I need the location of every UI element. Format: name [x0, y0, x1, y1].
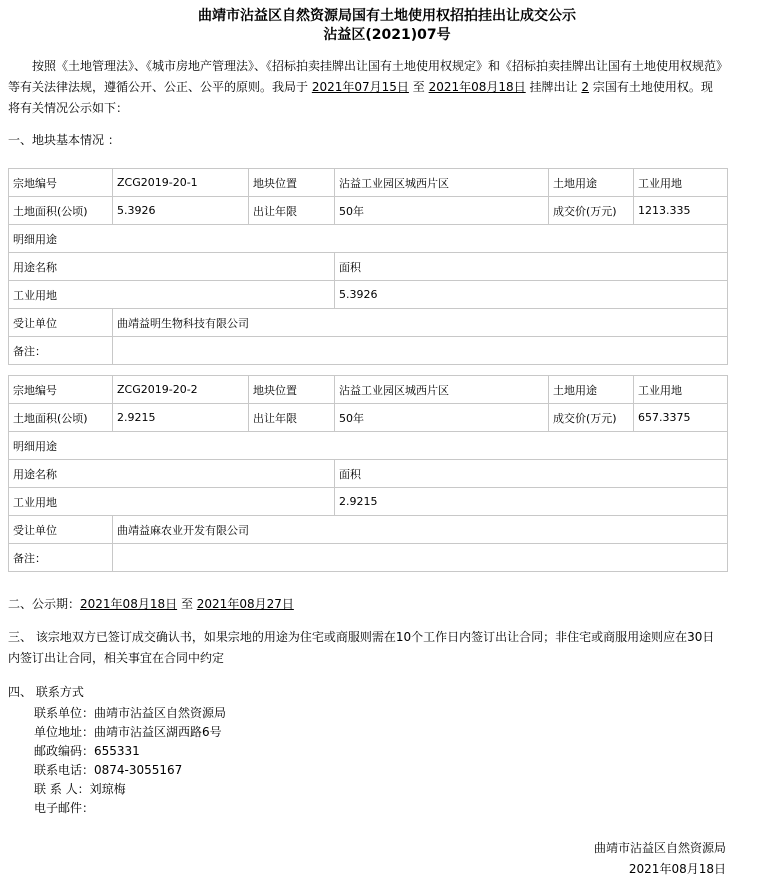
price-value: 657.3375 [634, 404, 728, 432]
listing-start-date: 2021年07月15日 [311, 80, 409, 94]
publicity-to: 至 [180, 597, 193, 611]
parcel-table-2 [8, 375, 728, 572]
label-price: 成交价(万元) [549, 197, 634, 225]
label-detail-usage: 明细用途 [9, 432, 728, 460]
contact-email: 电子邮件： [34, 801, 95, 815]
detail-area-value: 2.9215 [335, 488, 728, 516]
listing-end-date: 2021年08月18日 [428, 80, 526, 94]
detail-area-value: 5.3926 [335, 281, 728, 309]
section-1-title: 一、地块基本情况 ： [8, 133, 120, 147]
parcel-table-1 [8, 168, 728, 365]
table-row [9, 169, 728, 197]
usage-value: 工业用地 [634, 169, 728, 197]
table-row [9, 432, 728, 460]
table-row [9, 337, 728, 365]
label-price: 成交价(万元) [549, 404, 634, 432]
section-2-publicity-period [8, 594, 723, 615]
signature-date: 2021年08月18日 [628, 862, 726, 876]
label-remark: 备注： [9, 544, 113, 572]
table-row [9, 225, 728, 253]
parcel-count: 2 [581, 80, 590, 94]
area-value: 2.9215 [113, 404, 249, 432]
label-usage-name: 用途名称 [9, 460, 335, 488]
price-value: 1213.335 [634, 197, 728, 225]
contact-person: 联 系 人：刘琼梅 [34, 782, 126, 796]
table-row [9, 197, 728, 225]
label-area-short: 面积 [335, 253, 728, 281]
publicity-start-date: 2021年08月18日 [80, 597, 178, 611]
detail-name-value: 工业用地 [9, 281, 335, 309]
label-term: 出让年限 [249, 197, 335, 225]
contact-phone: 联系电话：0874-3055167 [34, 763, 183, 777]
section-4-title: 四、 联系方式 [8, 685, 84, 699]
label-parcel-no: 宗地编号 [9, 169, 113, 197]
transferee-value: 曲靖益明生物科技有限公司 [113, 309, 728, 337]
location-value: 沾益工业园区城西片区 [335, 169, 549, 197]
parcel-no-value: ZCG2019-20-1 [113, 169, 249, 197]
label-transferee: 受让单位 [9, 516, 113, 544]
location-value: 沾益工业园区城西片区 [335, 376, 549, 404]
parcel-no-value: ZCG2019-20-2 [113, 376, 249, 404]
detail-name-value: 工业用地 [9, 488, 335, 516]
label-usage: 土地用途 [549, 376, 634, 404]
label-remark: 备注： [9, 337, 113, 365]
signature-block [594, 838, 726, 880]
label-detail-usage: 明细用途 [9, 225, 728, 253]
section-3-contract-note: 三、 该宗地双方已签订成交确认书，如果宗地的用途为住宅或商服则需在10个工作日内签订出让合同；非住宅或商服用途则应在30日内签订出让合同，相关事宜在合同中约定 [8, 630, 715, 665]
term-value: 50年 [335, 197, 549, 225]
label-usage-name: 用途名称 [9, 253, 335, 281]
table-row [9, 544, 728, 572]
label-usage: 土地用途 [549, 169, 634, 197]
table-row [9, 309, 728, 337]
intro-to: 至 [412, 80, 425, 94]
label-area-short: 面积 [335, 460, 728, 488]
table-row [9, 516, 728, 544]
document-number: 沾益区(2021)07号 [323, 27, 451, 43]
label-area: 土地面积(公顷) [9, 197, 113, 225]
contact-unit: 联系单位：曲靖市沾益区自然资源局 [34, 706, 227, 720]
remark-value [113, 337, 728, 365]
label-transferee: 受让单位 [9, 309, 113, 337]
label-parcel-no: 宗地编号 [9, 376, 113, 404]
label-location: 地块位置 [249, 376, 335, 404]
usage-value: 工业用地 [634, 376, 728, 404]
term-value: 50年 [335, 404, 549, 432]
contact-postcode: 邮政编码：655331 [34, 744, 140, 758]
table-row [9, 488, 728, 516]
table-row [9, 281, 728, 309]
publicity-label: 二、公示期： [8, 597, 81, 611]
table-row [9, 253, 728, 281]
transferee-value: 曲靖益麻农业开发有限公司 [113, 516, 728, 544]
intro-text-2: 挂牌出让 [529, 80, 578, 94]
label-area: 土地面积(公顷) [9, 404, 113, 432]
contact-block [34, 704, 226, 818]
table-row [9, 460, 728, 488]
contact-address: 单位地址：曲靖市沾益区湖西路6号 [34, 725, 222, 739]
intro-text-1: 按照《土地管理法》、《城市房地产管理法》、《招标拍卖挂牌出让国有土地使用权规定》和《招标拍卖挂牌出让国有土地使用权规范》等有关法律法规，遵循公开、公正、公平的原则。我局于 [8, 59, 723, 94]
label-location: 地块位置 [249, 169, 335, 197]
intro-paragraph [8, 56, 723, 119]
table-row [9, 376, 728, 404]
publicity-end-date: 2021年08月27日 [196, 597, 294, 611]
label-term: 出让年限 [249, 404, 335, 432]
intro-text-3: 宗国有土地使用权。现将有关情况公示如下： [8, 80, 713, 115]
table-row [9, 404, 728, 432]
remark-value [113, 544, 728, 572]
signature-org: 曲靖市沾益区自然资源局 [593, 841, 726, 855]
area-value: 5.3926 [113, 197, 249, 225]
page-title: 曲靖市沾益区自然资源局国有土地使用权招拍挂出让成交公示 [198, 8, 576, 24]
